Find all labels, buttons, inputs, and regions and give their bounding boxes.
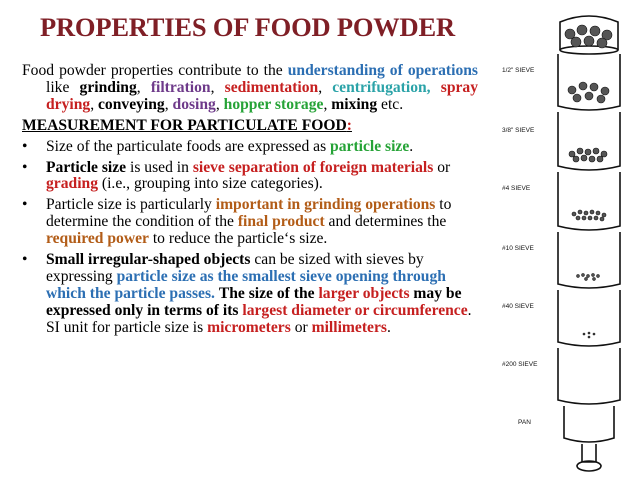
text-run: larger objects [318,284,410,302]
text-run: or [290,318,312,336]
text-run: , [164,95,173,113]
intro-paragraph [22,63,478,114]
sieve-label-5: #40 SIEVE [502,303,534,310]
text-run: centrifugation, [332,78,431,96]
text-run: and determines the [324,213,447,231]
bullet-item [22,139,478,156]
slide-title: PROPERTIES OF FOOD POWDER [40,12,455,42]
text-run: particle size [330,137,410,155]
text-run: mixing [331,95,378,113]
text-run: etc. [377,95,404,113]
sieve-particles [565,25,612,338]
text-run: may be expressed only in terms of its [46,284,462,319]
bullet-point-icon: • [22,196,28,214]
text-run: The size of the [218,284,319,302]
text-run: , [210,78,225,96]
sieve-label-1: 1/2" SIEVE [502,67,535,74]
text-run: . [386,318,391,336]
text-run: . SI unit for particle size is [46,301,472,336]
text-run: grading [46,175,98,193]
section-heading-text: MEASUREMENT FOR PARTICULATE FOOD [22,116,347,134]
text-run: is used in [126,158,193,176]
sieve-stack-figure [498,14,636,476]
text-run: final product [237,213,325,231]
text-run: . [409,137,414,155]
text-run: , [215,95,224,113]
text-run: can be sized with sieves by expressing [46,251,424,285]
text-run: like [46,78,80,96]
text-run: , [90,95,98,113]
text-run: Particle size is particularly [46,196,216,214]
text-run: , [318,78,333,96]
text-run: understanding of operations [287,62,478,79]
text-run: to reduce the particle‘s size. [148,230,328,248]
text-run [431,79,441,96]
sieve-stack-drawing [558,16,620,471]
sieve-label-2: 3/8" SIEVE [502,127,535,134]
bullet-list [22,139,478,337]
sieve-labels [502,67,538,426]
text-run: required power [46,230,149,248]
text-run: sedimentation [224,78,319,96]
sieve-label-6: #200 SIEVE [502,361,538,368]
section-heading-colon: : [346,116,352,134]
text-run: important in grinding operations [215,196,436,214]
text-run: (i.e., grouping into size categories). [98,175,323,193]
text-run: Food powder properties contribute to the [22,62,288,79]
text-run: dosing [172,95,216,113]
bullet-item [22,252,478,337]
text-run: micrometers [207,318,291,336]
text-run: millimeters [311,318,387,336]
section-heading [22,118,478,135]
text-run: grinding [79,78,137,96]
text-run: spray drying [46,78,479,113]
slide-body [22,63,478,337]
text-run: sieve separation of foreign materials [192,158,434,176]
bullet-point-icon: • [22,158,28,176]
text-run: filtration [150,78,211,96]
text-run: to determine the condition of the [46,196,452,231]
bullet-item [22,197,478,248]
text-run: , [323,95,332,113]
text-run: hopper storage [223,95,324,113]
bullet-item [22,160,478,194]
text-run: Small irregular-shaped objects [46,251,251,269]
text-run: Size of the particulate foods are expressed as [46,137,331,155]
text-run: Particle size [46,158,127,176]
text-run: conveying [98,95,165,113]
sieve-label-3: #4 SIEVE [502,185,531,192]
sieve-label-7: PAN [518,419,531,426]
text-run: or [433,158,451,176]
bullet-point-icon: • [22,137,28,155]
bullet-point-icon: • [22,251,28,269]
text-run: largest diameter or circumference [242,301,468,319]
text-run: particle size as the smallest sieve opening through which the particle passes. [46,267,446,302]
sieve-label-4: #10 SIEVE [502,245,534,252]
text-run: , [136,78,151,96]
